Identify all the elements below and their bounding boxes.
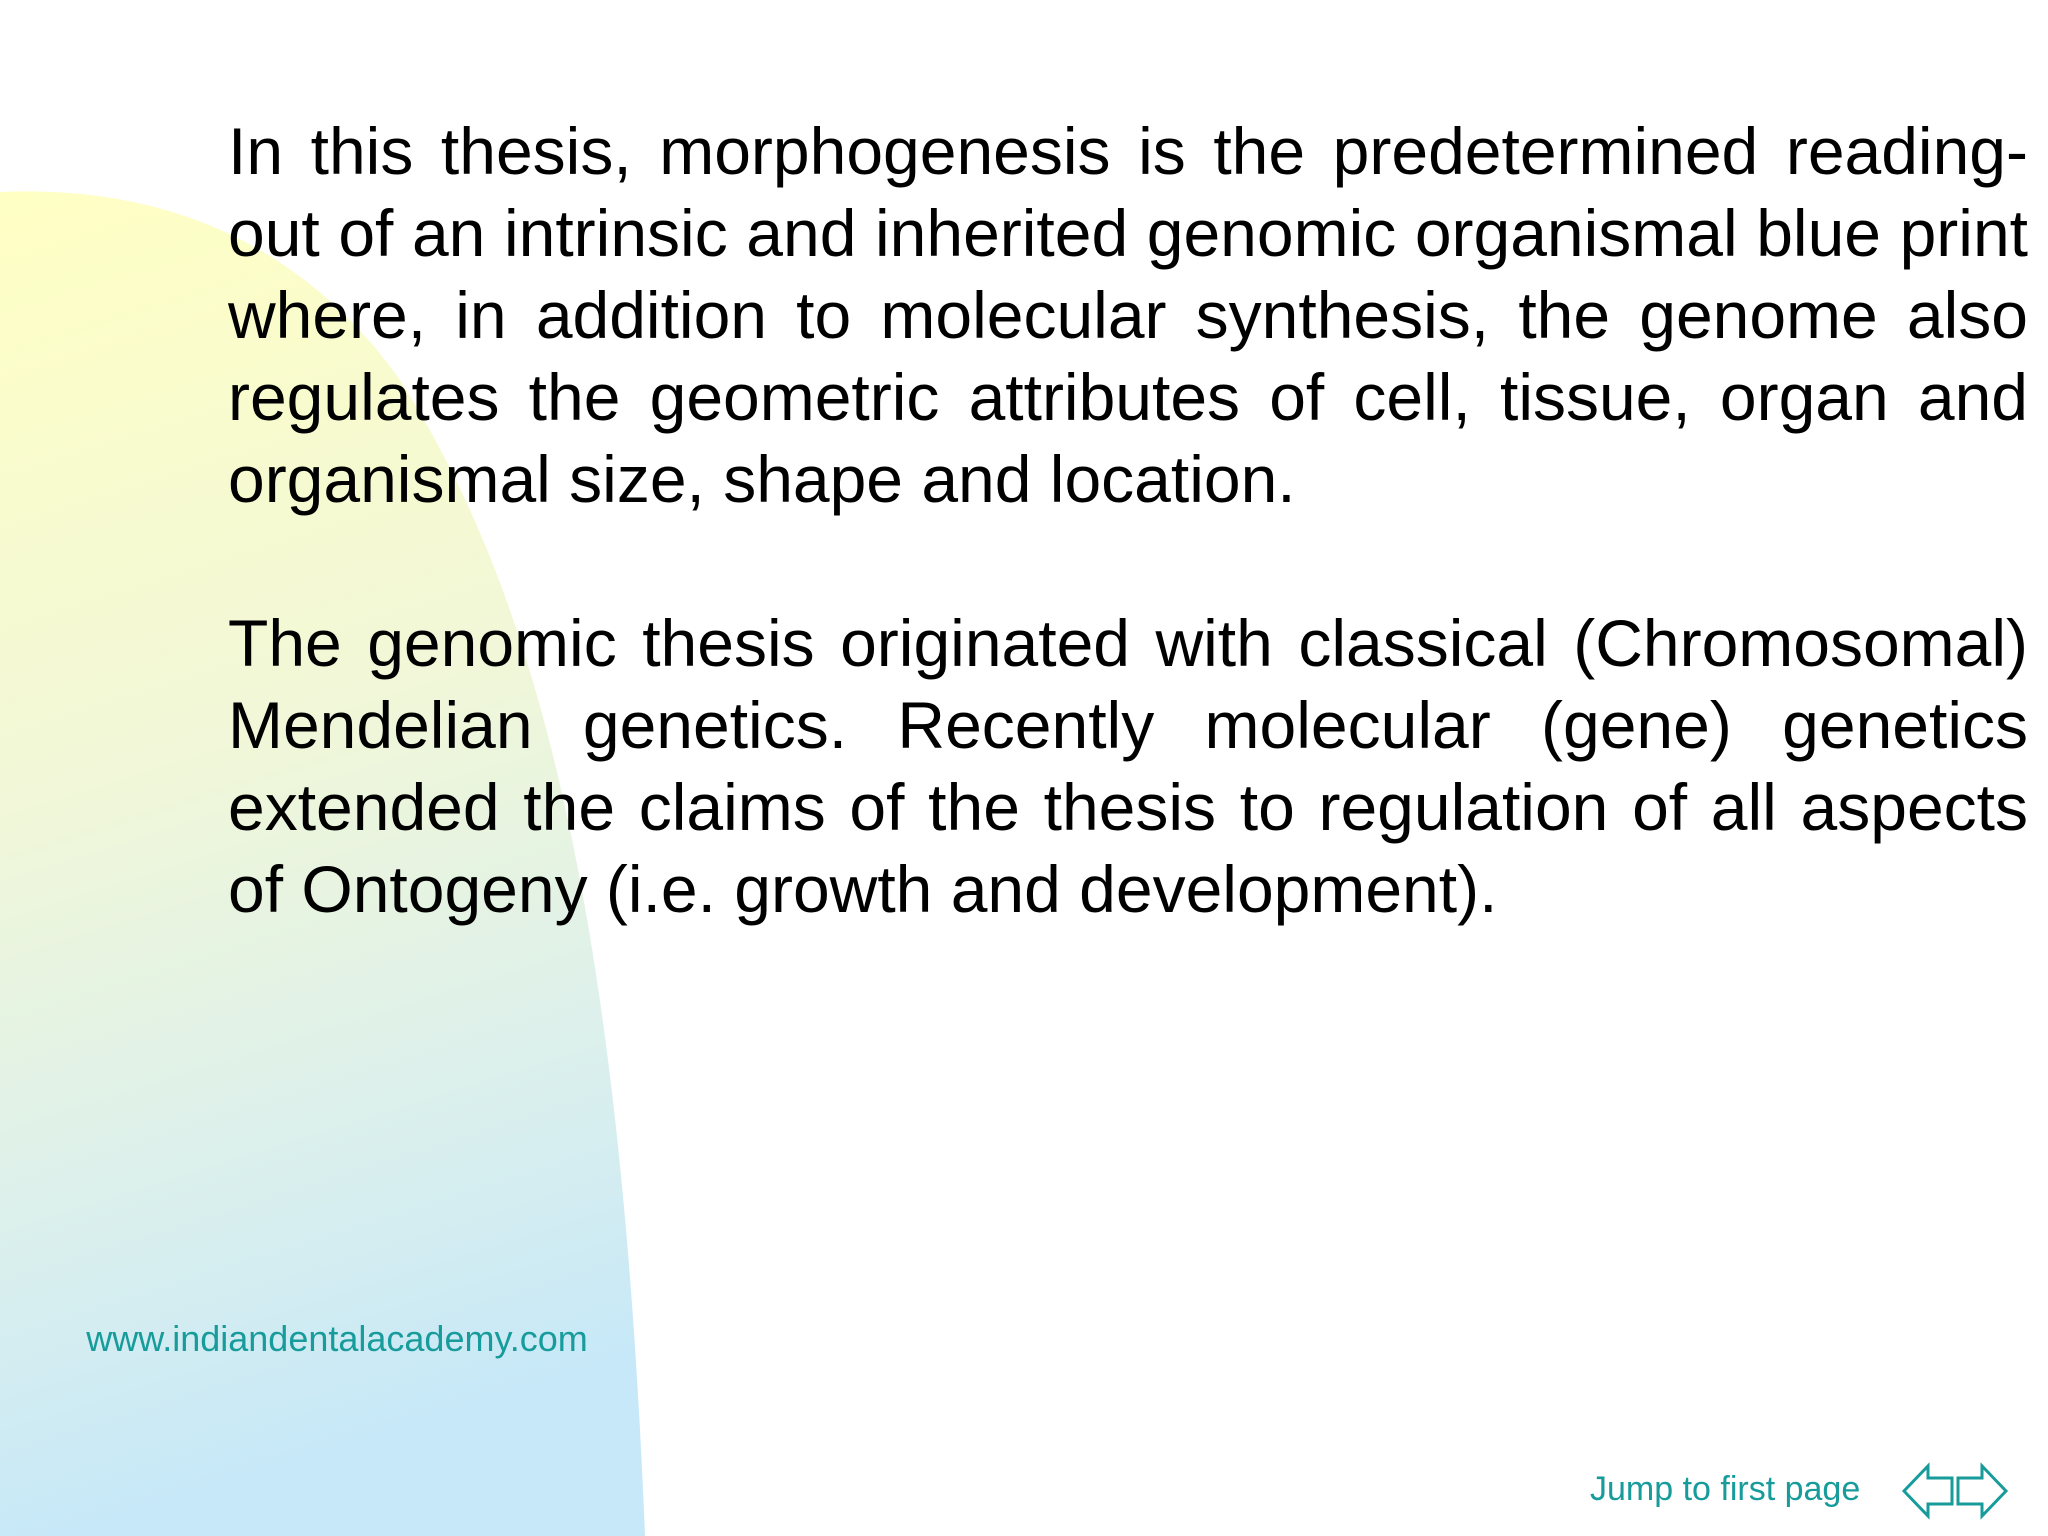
slide-navigation [1900, 1458, 2010, 1524]
website-url: www.indiandentalacademy.com [86, 1318, 588, 1359]
right-arrow-outline-icon[interactable] [1955, 1458, 2010, 1524]
left-arrow-outline-icon[interactable] [1900, 1458, 1955, 1524]
paragraph-genomic-thesis: The genomic thesis originated with classical (Chromosomal) Mendelian genetics. Recently molecular (gene) genetics extended the claims of the thesis to regulation of all aspects of Ontogeny (i.e. growth and development). [228, 606, 2028, 926]
body-text [228, 110, 2028, 930]
jump-to-first-page-link[interactable]: Jump to first page [1590, 1470, 1861, 1508]
paragraph-morphogenesis: In this thesis, morphogenesis is the predetermined reading-out of an intrinsic and inherited genomic organismal blue print where, in addition to molecular synthesis, the genome also regulates the geometric attributes of cell, tissue, organ and organismal size, shape and location. [228, 114, 2028, 516]
